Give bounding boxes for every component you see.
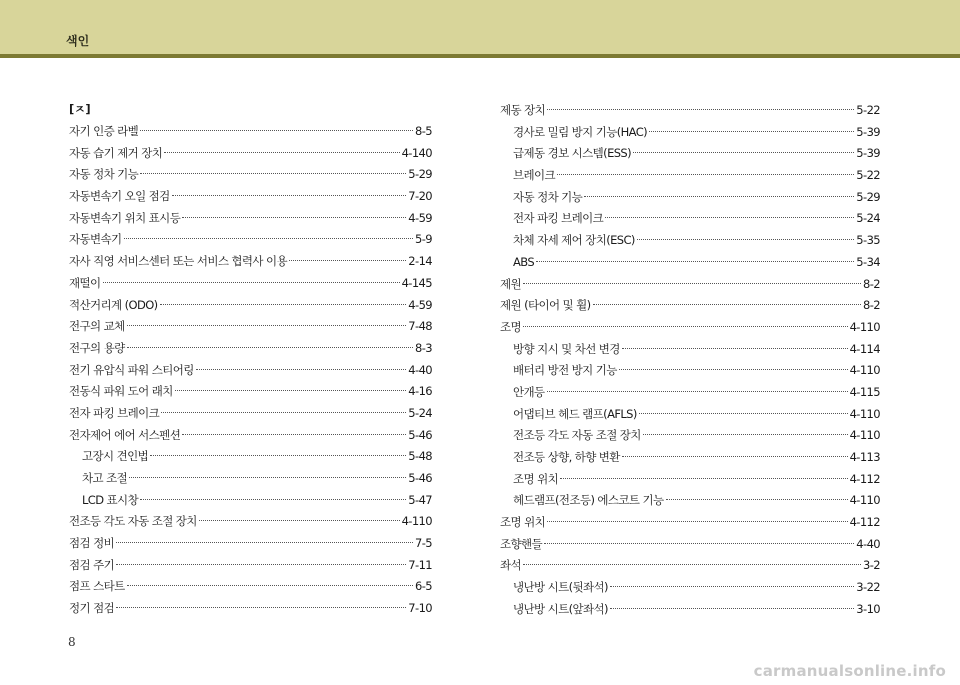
index-page-ref: 5-24: [408, 405, 432, 420]
index-entry: [500, 122, 880, 144]
dot-leader: [637, 239, 854, 240]
index-entry: [69, 338, 432, 360]
index-term: 조명 위치: [513, 471, 559, 486]
index-term: 전조등 각도 자동 조절 장치: [513, 428, 641, 443]
index-term: 제원: [500, 276, 522, 291]
index-term: 전구의 교체: [69, 319, 125, 334]
index-entry: [500, 274, 880, 296]
index-entry: [69, 186, 432, 208]
index-entry: [500, 187, 880, 209]
index-entry: [500, 230, 880, 252]
dot-leader: [182, 434, 406, 435]
index-page-ref: 5-46: [408, 427, 432, 442]
index-entry: [69, 164, 432, 186]
index-page-ref: 4-145: [401, 275, 432, 290]
index-term: 전조등 상향, 하향 변환: [513, 450, 620, 464]
index-entry: [69, 403, 432, 425]
index-entry: [69, 533, 432, 555]
dot-leader: [666, 499, 848, 500]
index-entry: [500, 490, 880, 512]
index-entry: [69, 143, 432, 165]
index-term: 배터리 방전 방지 기능: [513, 363, 617, 378]
dot-leader: [622, 348, 848, 349]
dot-leader: [649, 131, 854, 132]
index-term: 정기 점검: [69, 601, 115, 616]
index-term: 조명 위치: [500, 515, 546, 530]
index-page-ref: 5-48: [408, 449, 432, 464]
index-page-ref: 4-140: [401, 145, 432, 160]
index-entry: [500, 555, 880, 577]
index-entry: [500, 534, 880, 556]
dot-leader: [116, 564, 406, 565]
index-entry: [69, 446, 432, 468]
index-term: 차체 자세 제어 장치(ESC): [513, 233, 635, 248]
index-page-ref: 4-114: [849, 341, 880, 356]
dot-leader: [196, 369, 407, 370]
index-entry: [500, 360, 880, 382]
dot-leader: [161, 412, 406, 413]
index-term: 점프 스타트: [69, 579, 125, 594]
dot-leader: [584, 196, 854, 197]
index-term: ABS: [513, 254, 535, 269]
index-page-ref: 8-3: [415, 340, 432, 355]
index-term: 전자 파킹 브레이크: [69, 405, 160, 420]
index-term: 전자 파킹 브레이크: [513, 211, 604, 226]
dot-leader: [199, 520, 400, 521]
index-term: 냉난방 시트(뒷좌석): [513, 580, 608, 595]
section-heading: [ㅈ]: [69, 102, 91, 116]
index-term: 전동식 파워 도어 래치: [69, 384, 173, 399]
dot-leader: [523, 564, 861, 565]
index-page-ref: 4-112: [849, 471, 880, 486]
index-page-ref: 5-39: [856, 146, 880, 161]
index-entry: [69, 511, 432, 533]
index-page-ref: 4-115: [849, 384, 880, 399]
index-page-ref: 4-40: [408, 362, 432, 377]
dot-leader: [557, 174, 854, 175]
dot-leader: [547, 391, 848, 392]
index-term: 헤드램프(전조등) 에스코트 기능: [513, 493, 664, 508]
index-term: 자동변속기 위치 표시등: [69, 210, 181, 225]
dot-leader: [605, 217, 854, 218]
index-term: 적산거리계 (ODO): [69, 297, 158, 312]
index-page-ref: 4-16: [408, 384, 432, 399]
index-entry: [69, 468, 432, 490]
index-page-ref: 7-11: [408, 557, 432, 572]
index-entry: [69, 316, 432, 338]
index-page-ref: 5-29: [856, 189, 880, 204]
index-page-ref: 7-20: [408, 189, 432, 204]
index-entry: [500, 512, 880, 534]
index-term: 점검 주기: [69, 557, 115, 572]
dot-leader: [116, 542, 413, 543]
index-term: 전구의 용량: [69, 340, 125, 355]
dot-leader: [593, 304, 862, 305]
dot-leader: [547, 109, 854, 110]
index-entry: [500, 425, 880, 447]
index-entry: [69, 381, 432, 403]
index-term: 고장시 견인법: [82, 449, 149, 464]
index-entry: [69, 425, 432, 447]
index-term: 브레이크: [513, 168, 556, 183]
index-page-ref: 5-47: [408, 492, 432, 507]
dot-leader: [127, 347, 413, 348]
index-entry: [500, 599, 880, 621]
index-page-ref: 4-59: [408, 297, 432, 312]
index-page-ref: 4-110: [849, 319, 880, 334]
index-entry: [500, 295, 880, 317]
index-page-ref: 8-2: [863, 276, 880, 291]
dot-leader: [175, 390, 407, 391]
dot-leader: [610, 586, 854, 587]
index-page-ref: 7-48: [408, 319, 432, 334]
index-term: 급제동 경보 시스템(ESS): [513, 146, 632, 161]
index-page-ref: 4-112: [849, 515, 880, 530]
index-page-ref: 4-110: [849, 406, 880, 421]
index-page-ref: 5-24: [856, 211, 880, 226]
dot-leader: [103, 282, 400, 283]
index-entry: [69, 490, 432, 512]
index-page-ref: 3-22: [856, 580, 880, 595]
dot-leader: [116, 607, 406, 608]
dot-leader: [610, 608, 854, 609]
dot-leader: [127, 325, 407, 326]
page-number: 8: [68, 635, 76, 649]
index-page-ref: 5-39: [856, 124, 880, 139]
dot-leader: [164, 152, 399, 153]
index-page-ref: 2-14: [408, 254, 432, 269]
index-entry: [500, 208, 880, 230]
index-entry: [500, 100, 880, 122]
index-page-ref: 3-2: [863, 558, 880, 573]
index-page-ref: 4-110: [849, 428, 880, 443]
index-page-ref: 4-40: [856, 536, 880, 551]
index-term: 좌석: [500, 558, 522, 573]
index-entry: [69, 360, 432, 382]
index-page-ref: 7-5: [415, 536, 432, 551]
index-term: 제동 장치: [500, 103, 546, 117]
index-list-left: [69, 121, 432, 620]
index-page-ref: 4-110: [401, 514, 432, 529]
index-entry: [500, 447, 880, 469]
index-column-right: [500, 100, 880, 621]
dot-leader: [544, 543, 854, 544]
index-page-ref: 5-22: [856, 103, 880, 117]
dot-leader: [172, 195, 407, 196]
index-entry: [69, 208, 432, 230]
page-title: 색인: [66, 34, 90, 48]
index-term: 전자제어 에어 서스펜션: [69, 427, 181, 442]
index-page-ref: 4-110: [849, 363, 880, 378]
dot-leader: [140, 499, 406, 500]
index-entry: [500, 404, 880, 426]
index-entry: [500, 317, 880, 339]
dot-leader: [140, 173, 406, 174]
index-page-ref: 7-10: [408, 601, 432, 616]
index-entry: [69, 295, 432, 317]
index-term: 차고 조절: [82, 471, 128, 485]
dot-leader: [523, 326, 848, 327]
index-entry: [69, 555, 432, 577]
index-term: 자동 정차 기능: [69, 167, 139, 182]
index-term: 자동변속기: [69, 232, 122, 247]
index-column-left: [69, 100, 432, 620]
header-band: [0, 0, 960, 54]
index-page-ref: 4-113: [849, 450, 880, 464]
index-page-ref: 5-9: [415, 232, 432, 247]
index-entry: [69, 229, 432, 251]
index-term: LCD 표시창: [82, 492, 139, 507]
index-term: 자사 직영 서비스센터 또는 서비스 협력사 이용: [69, 254, 288, 269]
index-term: 조향핸들: [500, 536, 543, 551]
index-page-ref: 6-5: [415, 579, 432, 594]
index-term: 재떨이: [69, 275, 101, 290]
index-term: 자동변속기 오일 점검: [69, 189, 170, 204]
dot-leader: [289, 260, 406, 261]
index-entry: [69, 251, 432, 273]
index-term: 전기 유압식 파워 스티어링: [69, 362, 194, 377]
dot-leader: [639, 413, 848, 414]
dot-leader: [622, 456, 848, 457]
header-rule: [0, 54, 960, 58]
index-page-ref: 5-35: [856, 233, 880, 248]
index-entry: [500, 165, 880, 187]
index-page-ref: 5-46: [408, 471, 432, 485]
dot-leader: [129, 477, 406, 478]
index-term: 경사로 밀림 방지 기능(HAC): [513, 124, 648, 139]
index-entry: [500, 382, 880, 404]
index-entry: [69, 121, 432, 143]
index-term: 제원 (타이어 및 휠): [500, 298, 591, 313]
dot-leader: [160, 304, 407, 305]
dot-leader: [127, 585, 413, 586]
watermark: carmanualsonline.info: [753, 662, 946, 680]
index-page-ref: 8-2: [863, 298, 880, 313]
index-page-ref: 3-10: [856, 601, 880, 616]
index-page-ref: 8-5: [415, 124, 432, 138]
index-entry: [69, 576, 432, 598]
index-entry: [500, 252, 880, 274]
index-page-ref: 5-29: [408, 167, 432, 182]
index-term: 조명: [500, 319, 522, 334]
dot-leader: [150, 455, 406, 456]
index-entry: [500, 577, 880, 599]
index-entry: [500, 469, 880, 491]
index-entry: [500, 339, 880, 361]
index-term: 자동 정차 기능: [513, 189, 583, 204]
dot-leader: [182, 217, 406, 218]
dot-leader: [523, 283, 861, 284]
index-term: 냉난방 시트(앞좌석): [513, 601, 608, 616]
index-page-ref: 4-59: [408, 210, 432, 225]
index-term: 자기 인증 라벨: [69, 124, 139, 138]
index-list-right: [500, 100, 880, 621]
index-entry: [500, 143, 880, 165]
index-page-ref: 5-34: [856, 254, 880, 269]
index-term: 자동 습기 제거 장치: [69, 145, 163, 160]
dot-leader: [633, 152, 854, 153]
index-page-ref: 4-110: [849, 493, 880, 508]
index-term: 안개등: [513, 384, 545, 399]
dot-leader: [124, 238, 413, 239]
dot-leader: [619, 369, 848, 370]
index-term: 방향 지시 및 차선 변경: [513, 341, 620, 356]
index-term: 전조등 각도 자동 조절 장치: [69, 514, 197, 529]
dot-leader: [140, 130, 413, 131]
dot-leader: [536, 261, 854, 262]
index-term: 점검 정비: [69, 536, 115, 551]
index-page-ref: 5-22: [856, 168, 880, 183]
index-entry: [69, 598, 432, 620]
dot-leader: [560, 478, 847, 479]
dot-leader: [547, 521, 847, 522]
index-term: 어댑티브 헤드 램프(AFLS): [513, 406, 637, 421]
dot-leader: [643, 434, 848, 435]
index-entry: [69, 273, 432, 295]
